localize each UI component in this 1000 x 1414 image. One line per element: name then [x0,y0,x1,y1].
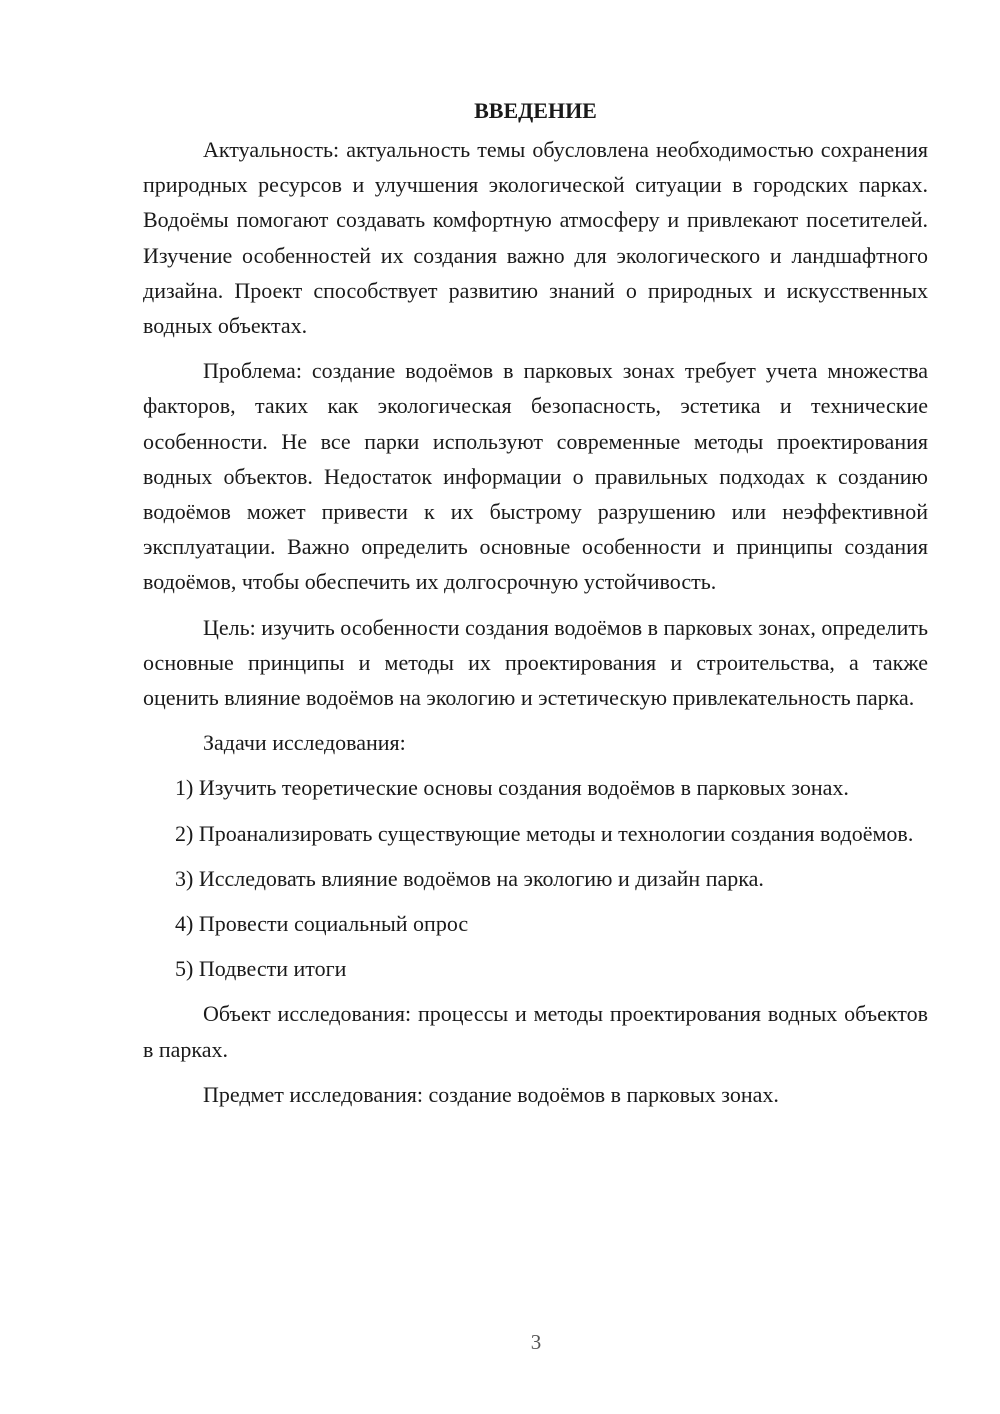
page-body [143,96,928,1122]
paragraph-relevance: Актуальность: актуальность темы обусловлена необходимостью сохранения природных ресурсов и улучшения экологической ситуации в городских парках. Водоёмы помогают создавать комфортную атмосферу и привлекают посетителей. Изучение особенностей их создания важно для экологического и ландшафтного дизайна. Проект способствует развитию знаний о природных и искусственных водных объектах. [143,137,928,339]
section-heading: ВВЕДЕНИЕ [474,98,597,123]
paragraph-object: Объект исследования: процессы и методы проектирования водных объектов в парках. [143,1001,928,1062]
list-item: 2) Проанализировать существующие методы и технологии создания водоёмов. [175,820,914,846]
list-item: 4) Провести социальный опрос [175,911,469,937]
list-item: 3) Исследовать влияние водоёмов на экологию и дизайн парка. [175,865,764,891]
paragraph-goal: Цель: изучить особенности создания водоёмов в парковых зонах, определить основные принципы и методы их проектирования и строительства, а также оценить влияние водоёмов на экологию и эстетическую привлекательность парка. [143,614,928,711]
paragraph-problem: Проблема: создание водоёмов в парковых зонах требует учета множества факторов, таких как экологическая безопасность, эстетика и технические особенности. Не все парки используют современные методы проектирования водных объектов. Недостаток информации о правильных подходах к созданию водоёмов может привести к их быстрому разрушению или неэффективной эксплуатации. Важно определить основные особенности и принципы создания водоёмов, чтобы обеспечить их долгосрочную устойчивость. [143,358,928,595]
page-number: 3 [530,1330,542,1354]
tasks-list [143,770,928,986]
paragraph-tasks-intro: Задачи исследования: [203,730,406,756]
paragraph-subject: Предмет исследования: создание водоёмов в парковых зонах. [203,1081,779,1107]
list-item: 1) Изучить теоретические основы создания водоёмов в парковых зонах. [175,775,849,801]
list-item: 5) Подвести итоги [175,956,347,982]
